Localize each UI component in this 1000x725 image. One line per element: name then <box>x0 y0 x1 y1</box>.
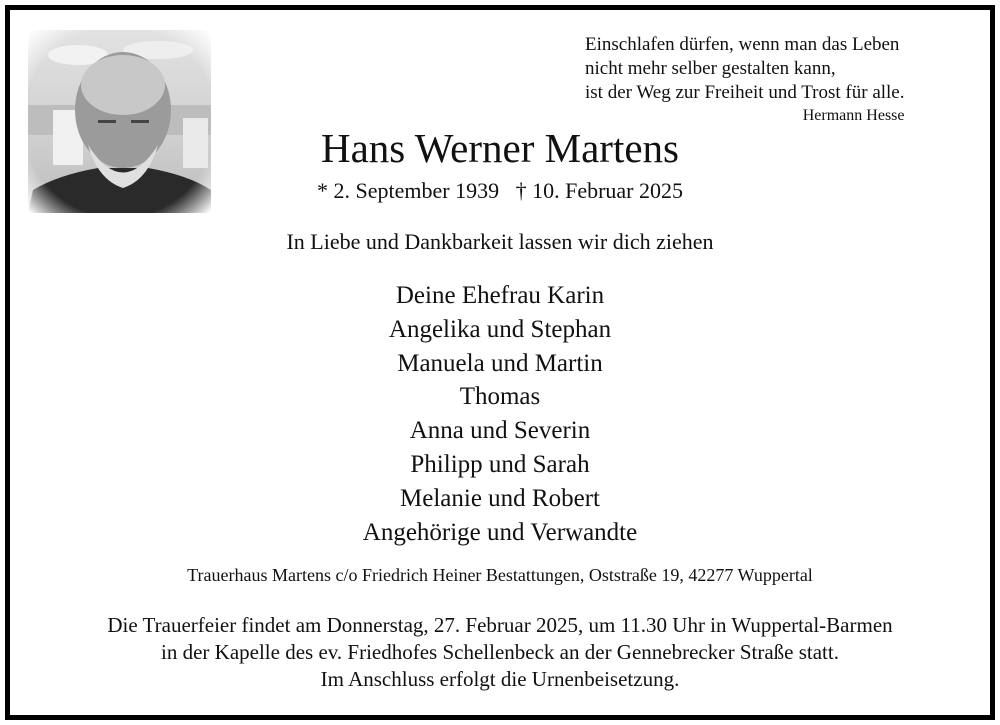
family-member: Philipp und Sarah <box>410 450 590 478</box>
family-list <box>0 279 1000 549</box>
family-member: Melanie und Robert <box>400 484 600 512</box>
family-member: Angehörige und Verwandte <box>362 518 638 546</box>
mourning-address: Trauerhaus Martens c/o Friedrich Heiner Bestattungen, Oststraße 19, 42277 Wuppertal <box>187 565 813 585</box>
service-line: Die Trauerfeier findet am Donnerstag, 27. Februar 2025, um 11.30 Uhr in Wuppertal-Barmen <box>107 613 893 637</box>
farewell-line: In Liebe und Dankbarkeit lassen wir dich ziehen <box>286 229 714 254</box>
family-member: Angelika und Stephan <box>388 315 612 343</box>
service-line: Im Anschluss erfolgt die Urnenbeisetzung. <box>320 667 680 691</box>
quote-line: ist der Weg zur Freiheit und Trost für alle. <box>585 82 905 103</box>
life-dates: * 2. September 1939 † 10. Februar 2025 <box>317 178 683 203</box>
family-member: Deine Ehefrau Karin <box>395 282 605 309</box>
quote-author: Hermann Hesse <box>802 107 905 124</box>
quote-block <box>585 33 905 127</box>
family-member: Manuela und Martin <box>397 349 603 377</box>
service-info <box>0 612 1000 693</box>
deceased-name: Hans Werner Martens <box>321 125 679 171</box>
family-member: Thomas <box>459 383 541 411</box>
service-line: in der Kapelle des ev. Friedhofes Schellenbeck an der Gennebrecker Straße statt. <box>161 640 839 664</box>
family-member: Anna und Severin <box>409 417 591 445</box>
quote-line: Einschlafen dürfen, wenn man das Leben <box>585 34 900 55</box>
quote-line: nicht mehr selber gestalten kann, <box>585 58 836 79</box>
